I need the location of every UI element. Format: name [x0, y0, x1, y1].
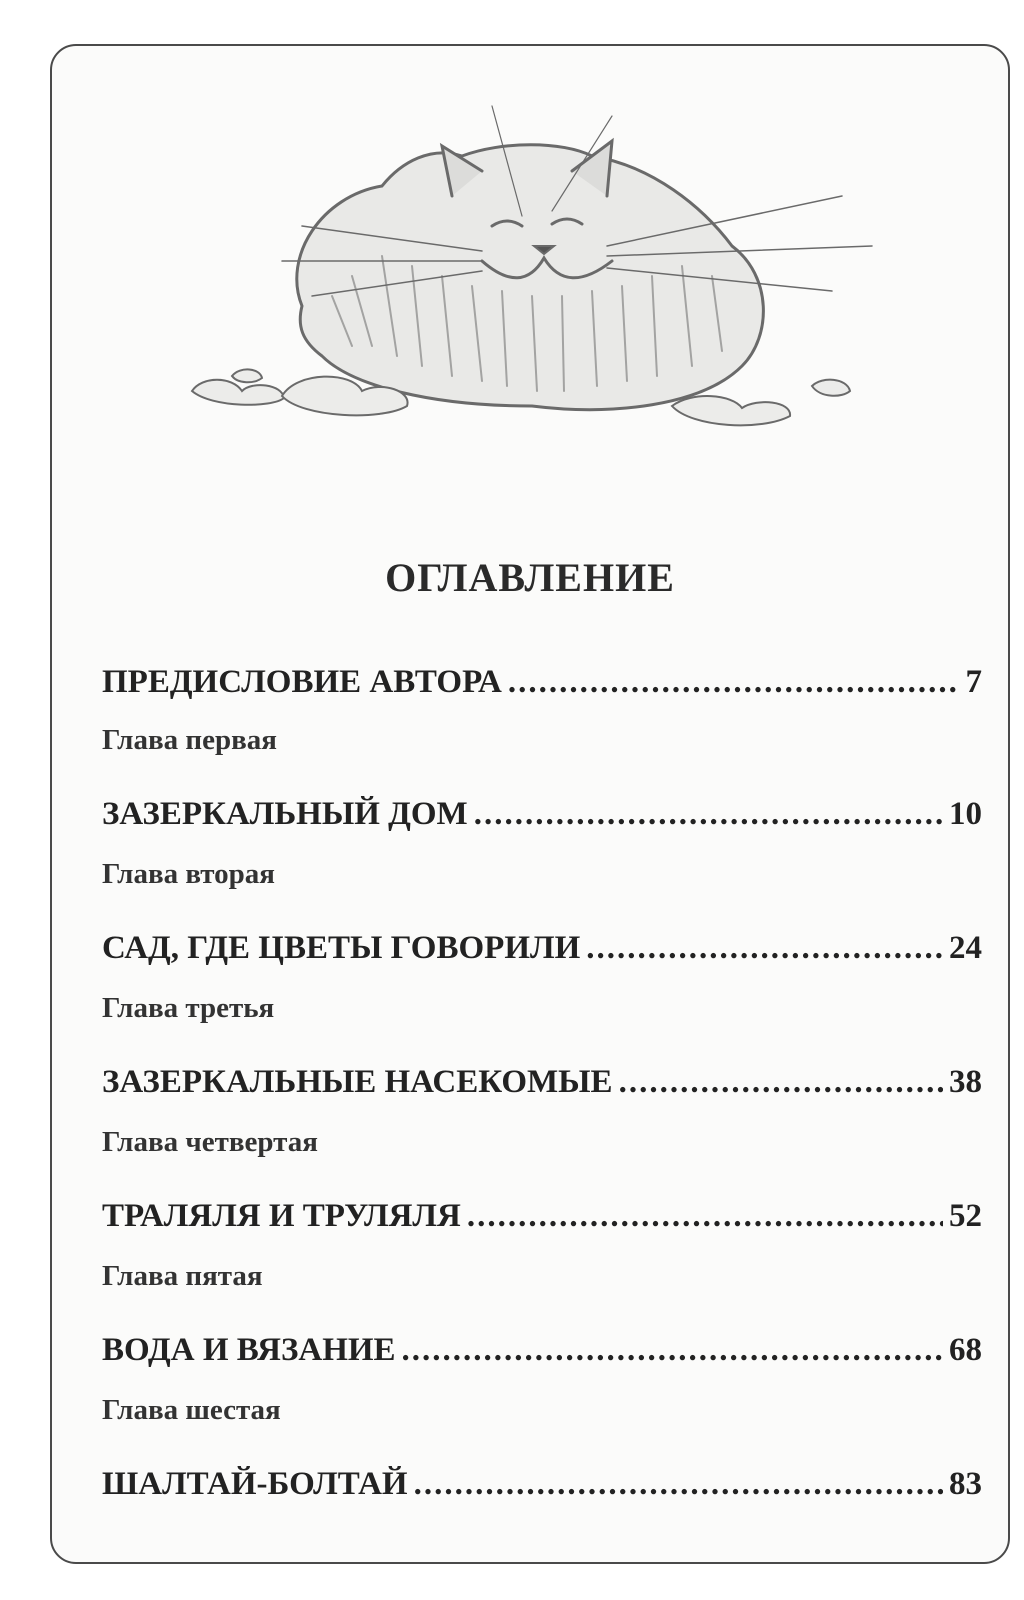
- toc-entry-chapter-6[interactable]: [102, 1394, 982, 1503]
- toc-line: [102, 1198, 982, 1235]
- toc-entry-title: ЗАЗЕРКАЛЬНЫЙ ДОМ: [102, 796, 468, 832]
- chapter-label: Глава шестая: [102, 1394, 281, 1426]
- dot-leader: [402, 1332, 943, 1369]
- table-of-contents-heading: ОГЛАВЛЕНИЕ: [385, 555, 675, 600]
- toc-entry-chapter-3[interactable]: [102, 992, 982, 1101]
- dot-leader: [467, 1198, 943, 1235]
- toc-entry-title: ПРЕДИСЛОВИЕ АВТОРА: [102, 664, 502, 700]
- toc-page-number: 52: [949, 1198, 982, 1234]
- chapter-label: Глава вторая: [102, 858, 275, 890]
- toc-line: [102, 1466, 982, 1503]
- toc-line: [102, 664, 982, 701]
- toc-entry-chapter-5[interactable]: [102, 1260, 982, 1369]
- toc-entry-chapter-2[interactable]: [102, 858, 982, 967]
- dot-leader: [508, 664, 960, 701]
- toc-line: [102, 1332, 982, 1369]
- toc-page-number: 38: [949, 1064, 982, 1100]
- toc-entry-title: САД, ГДЕ ЦВЕТЫ ГОВОРИЛИ: [102, 930, 581, 966]
- toc-entry-title: ВОДА И ВЯЗАНИЕ: [102, 1332, 396, 1368]
- toc-entry-chapter-1[interactable]: [102, 724, 982, 833]
- dot-leader: [474, 796, 943, 833]
- toc-line: [102, 1064, 982, 1101]
- chapter-label: Глава пятая: [102, 1260, 263, 1292]
- toc-line: [102, 930, 982, 967]
- toc-page-number: 83: [949, 1466, 982, 1502]
- toc-page-number: 24: [949, 930, 982, 966]
- toc-entry-preface[interactable]: [102, 664, 982, 701]
- page-frame: [50, 44, 1010, 1564]
- toc-line: [102, 796, 982, 833]
- toc-page-number: 68: [949, 1332, 982, 1368]
- dot-leader: [586, 930, 943, 967]
- toc-entry-title: ЗАЗЕРКАЛЬНЫЕ НАСЕКОМЫЕ: [102, 1064, 613, 1100]
- toc-entry-title: ШАЛТАЙ-БОЛТАЙ: [102, 1466, 408, 1502]
- toc-entry-title: ТРАЛЯЛЯ И ТРУЛЯЛЯ: [102, 1198, 461, 1234]
- chapter-label: Глава первая: [102, 724, 277, 756]
- chapter-label: Глава четвертая: [102, 1126, 318, 1158]
- toc-page-number: 7: [965, 664, 982, 700]
- toc-entry-chapter-4[interactable]: [102, 1126, 982, 1235]
- cat-illustration: [52, 46, 1010, 506]
- dot-leader: [414, 1466, 943, 1503]
- chapter-label: Глава третья: [102, 992, 275, 1024]
- toc-page-number: 10: [949, 796, 982, 832]
- dot-leader: [619, 1064, 943, 1101]
